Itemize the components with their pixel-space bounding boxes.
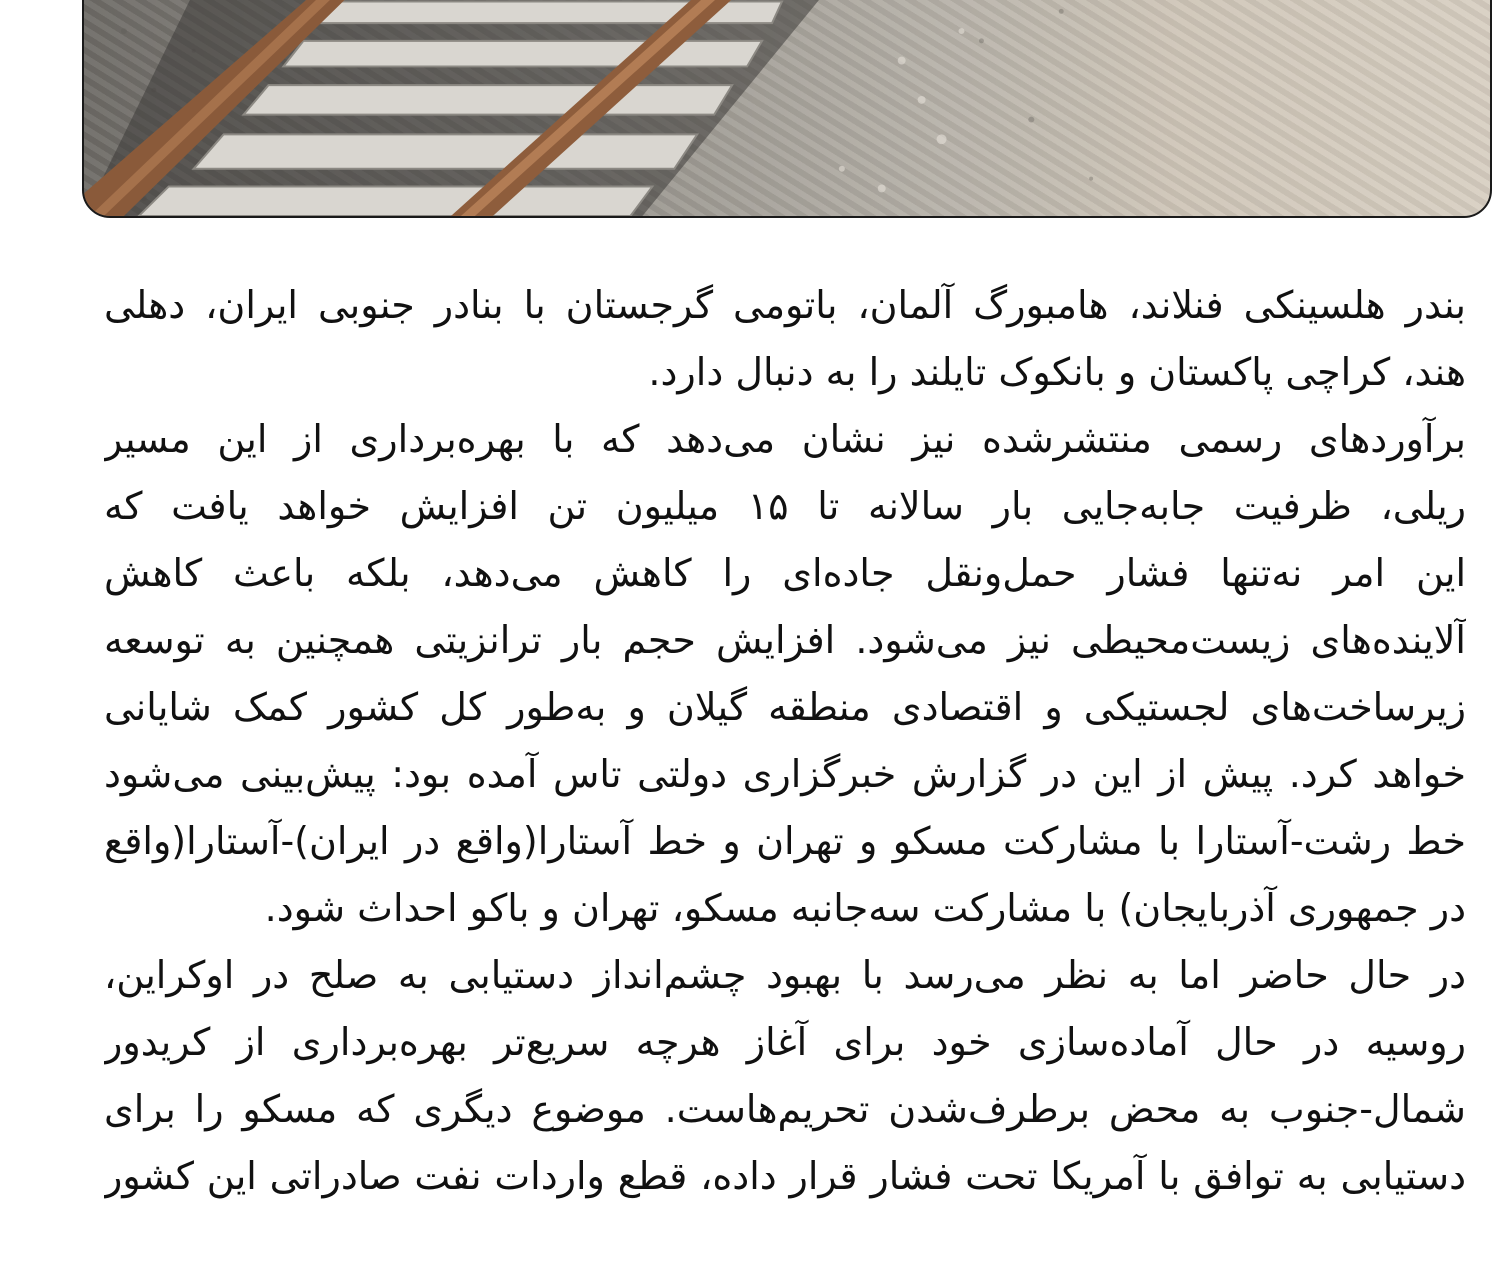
article-line: آلاینده‌های زیست‌محیطی نیز می‌شود. افزایش حجم بار ترانزیتی همچنین به توسعه [104, 618, 1466, 662]
article-line: بندر هلسینکی فنلاند، هامبورگ آلمان، باتومی گرجستان با بنادر جنوبی ایران، دهلی [104, 283, 1466, 327]
article-body [104, 272, 1466, 1210]
article-line: در جمهوری آذربایجان) با مشارکت سه‌جانبه مسکو، تهران و باکو احداث شود. [264, 886, 1466, 930]
railway-track-photo [82, 0, 1492, 218]
article-line: شمال-جنوب به محض برطرف‌شدن تحریم‌هاست. موضوع دیگری که مسکو را برای [104, 1087, 1466, 1131]
article-line: خط رشت-آستارا با مشارکت مسکو و تهران و خط آستارا(واقع در ایران)-آستارا(واقع [104, 819, 1466, 863]
railway-track-illustration [84, 0, 1490, 216]
article-line: این امر نه‌تنها فشار حمل‌ونقل جاده‌ای را کاهش می‌دهد، بلکه باعث کاهش [104, 551, 1466, 595]
article-line: ریلی، ظرفیت جابه‌جایی بار سالانه تا ۱۵ میلیون تن افزایش خواهد یافت که [104, 484, 1466, 528]
article-line: در حال حاضر اما به نظر می‌رسد با بهبود چشم‌انداز دستیابی به صلح در اوکراین، [104, 953, 1466, 997]
article-line: زیرساخت‌های لجستیکی و اقتصادی منطقه گیلان و به‌طور کل کشور کمک شایانی [104, 685, 1466, 729]
article-line: هند، کراچی پاکستان و بانکوک تایلند را به دنبال دارد. [648, 350, 1466, 394]
article-line: روسیه در حال آماده‌سازی خود برای آغاز هرچه سریع‌تر بهره‌برداری از کریدور [104, 1020, 1466, 1064]
article-line: برآوردهای رسمی منتشرشده نیز نشان می‌دهد که با بهره‌برداری از این مسیر [104, 417, 1466, 461]
article-line: خواهد کرد. پیش از این در گزارش خبرگزاری دولتی تاس آمده بود: پیش‌بینی می‌شود [104, 752, 1466, 796]
article-line: دستیابی به توافق با آمریکا تحت فشار قرار داده، قطع واردات نفت صادراتی این کشور [104, 1154, 1466, 1198]
